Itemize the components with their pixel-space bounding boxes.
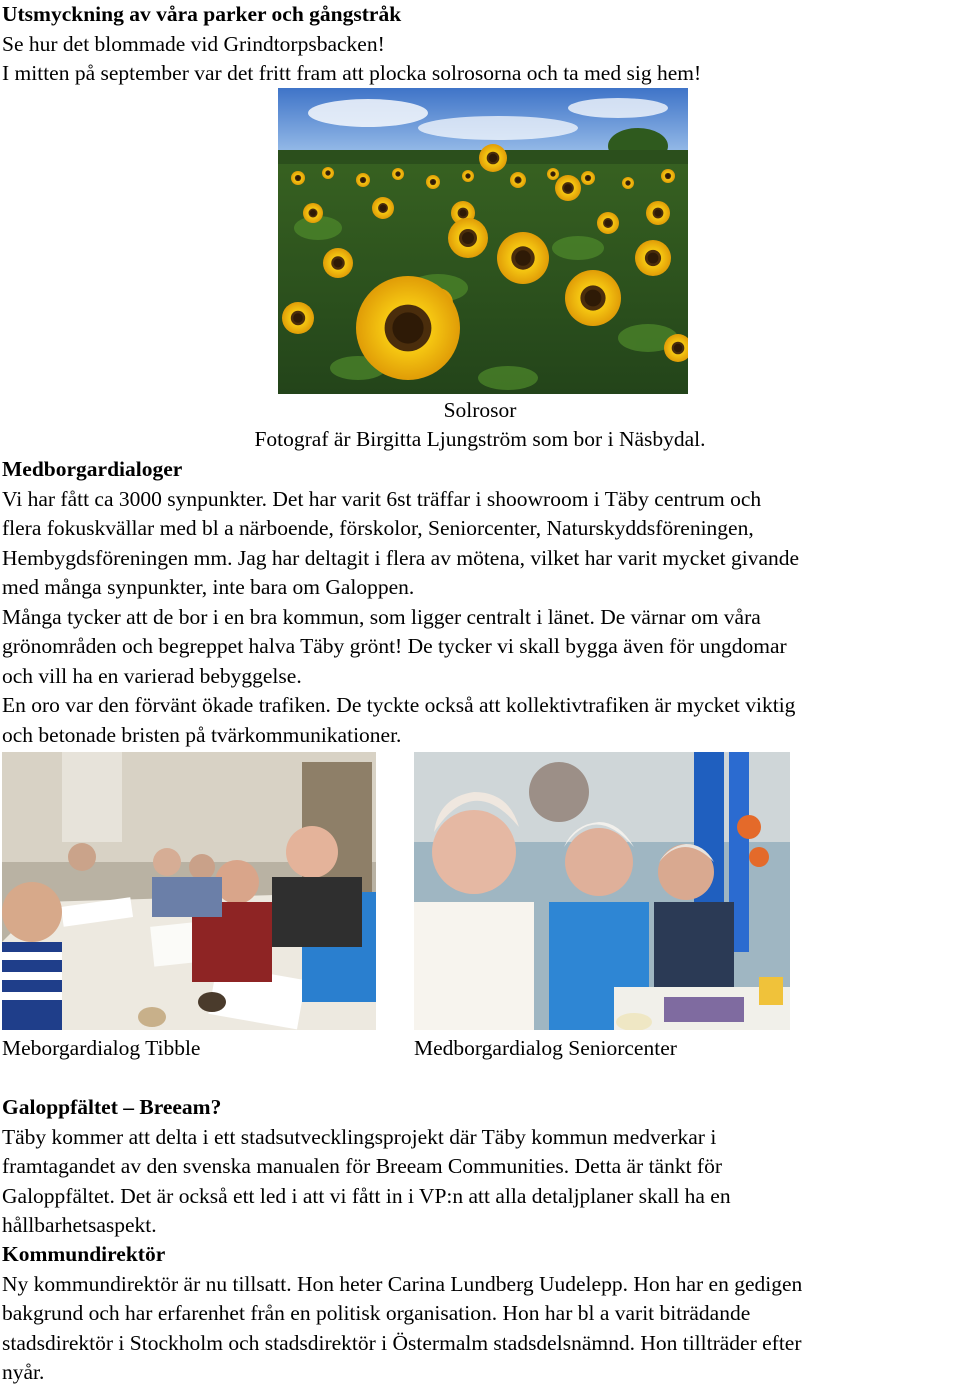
text-line: och betonade bristen på tvärkommunikationer.: [2, 722, 402, 747]
text-line: Ny kommundirektör är nu tillsatt. Hon heter Carina Lundberg Uudelepp. Hon har en gedigen: [2, 1271, 803, 1296]
photo-credit: Fotograf är Birgitta Ljungström som bor i Näsbydal.: [254, 427, 706, 451]
sunflower-photo: [278, 88, 688, 394]
text-line: Galoppfältet. Det är också ett led i att vi fått in i VP:n att alla detaljplaner skall ha en: [2, 1183, 731, 1208]
text-line: En oro var den förvänt ökade trafiken. De tyckte också att kollektivtrafiken är mycket viktig: [2, 693, 796, 717]
heading-kommundirektor: Kommundirektör: [2, 1242, 166, 1266]
text-line: I mitten på september var det fritt fram att plocka solrosorna och ta med sig hem!: [2, 61, 702, 85]
section-park-decoration: [2, 0, 701, 89]
text-line: Täby kommer att delta i ett stadsutvecklingsprojekt där Täby kommun medverkar i: [2, 1124, 717, 1149]
text-line: och vill ha en varierad bebyggelse.: [2, 663, 302, 688]
heading-galoppfaltet: Galoppfältet – Breeam?: [2, 1095, 222, 1119]
text-line: grönområden och begreppet halva Täby grönt! De tycker vi skall bygga även för ungdomar: [2, 634, 787, 658]
text-line: nyår.: [2, 1360, 45, 1384]
section-citizen-dialogues: [2, 455, 799, 750]
caption-photo-seniorcenter: Medborgardialog Seniorcenter: [414, 1036, 677, 1060]
text-line: Hembygdsföreningen mm. Jag har deltagit i flera av mötena, vilket har varit mycket givande: [2, 545, 800, 570]
meeting-photo-seniorcenter: [414, 752, 790, 1030]
meeting-photo-tibble: [2, 752, 376, 1030]
section-galoppfaltet: [2, 1093, 731, 1241]
text-line: med många synpunkter, inte bara om Galoppen.: [2, 575, 415, 599]
text-line: stadsdirektör i Stockholm och stadsdirektör i Östermalm stadsdelsnämnd. Hon tillträder efter: [2, 1330, 802, 1355]
heading-park-decoration: Utsmyckning av våra parker och gångstråk: [2, 2, 402, 26]
text-line: bakgrund och har erfarenhet från en politisk organisation. Hon har bl a varit biträdande: [2, 1301, 751, 1325]
heading-citizen-dialogues: Medborgardialoger: [2, 457, 183, 481]
image-caption-sunflowers: Solrosor: [443, 398, 517, 422]
text-line: hållbarhetsaspekt.: [2, 1213, 157, 1237]
section-kommundirektor: [2, 1240, 802, 1388]
text-line: Se hur det blommade vid Grindtorpsbacken!: [2, 31, 385, 56]
text-line: Vi har fått ca 3000 synpunkter. Det har varit 6st träffar i shoowroom i Täby centrum och: [2, 486, 762, 511]
text-line: flera fokuskvällar med bl a närboende, förskolor, Seniorcenter, Naturskyddsföreningen,: [2, 516, 754, 540]
text-line: Många tycker att de bor i en bra kommun, som ligger centralt i länet. De värnar om våra: [2, 604, 761, 629]
text-line: framtagandet av den svenska manualen för Breeam Communities. Detta är tänkt för: [2, 1154, 722, 1178]
caption-photo-tibble: Meborgardialog Tibble: [2, 1036, 201, 1060]
